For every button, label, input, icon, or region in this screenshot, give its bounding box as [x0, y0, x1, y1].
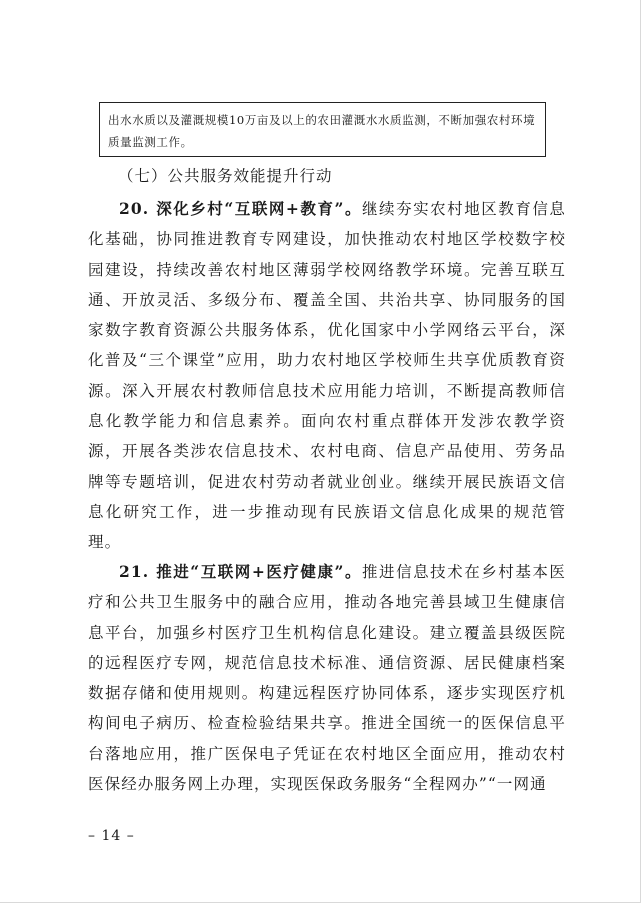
item-21-body: 推进信息技术在乡村基本医疗和公共卫生服务中的融合应用，推动各地完善县域卫生健康信息平台，加强乡村医疗卫生机构信息化建设。建立覆盖县级医院的远程医疗专网，规范信息技术标准、通信资源、居民健康档案数据存储和使用规则。构建远程医疗协同体系，逐步实现医疗机构间电子病历、检查检验结果共享。推进全国统一的医保信息平台落地应用，推广医保电子凭证在农村地区全面应用，推动农村医保经办服务网上办理，实现医保政务服务“全程网办”“一网通	[88, 563, 566, 794]
item-20-body: 继续夯实农村地区教育信息化基础，协同推进教育专网建设，加快推动农村地区学校数字校园建设，持续改善农村地区薄弱学校网络教学环境。完善互联互通、开放灵活、多级分布、覆盖全国、共治共享、协同服务的国家数字教育资源公共服务体系，优化国家中小学网络云平台，深化普及“三个课堂”应用，助力农村地区学校师生共享优质教育资源。深入开展农村教师信息技术应用能力培训，不断提高教师信息化教学能力和信息素养。面向农村重点群体开发涉农教学资源，开展各类涉农信息技术、农村电商、信息产品使用、劳务品牌等专题培训，促进农村劳动者就业创业。继续开展民族语文信息化研究工作，进一步推动现有民族语文信息化成果的规范管理。	[88, 200, 566, 552]
page-number: – 14 –	[88, 828, 135, 844]
boxed-note: 出水水质以及灌溉规模10万亩及以上的农田灌溉水水质监测，不断加强农村环境质量监测工作。	[99, 102, 546, 157]
item-20-title: 20. 深化乡村“互联网+教育”。	[119, 199, 362, 218]
paragraph-item-20	[88, 194, 566, 558]
section-heading: （七）公共服务效能提升行动	[118, 167, 333, 185]
item-21-title: 21. 推进“互联网+医疗健康”。	[119, 562, 362, 581]
paragraph-item-21	[88, 557, 566, 799]
